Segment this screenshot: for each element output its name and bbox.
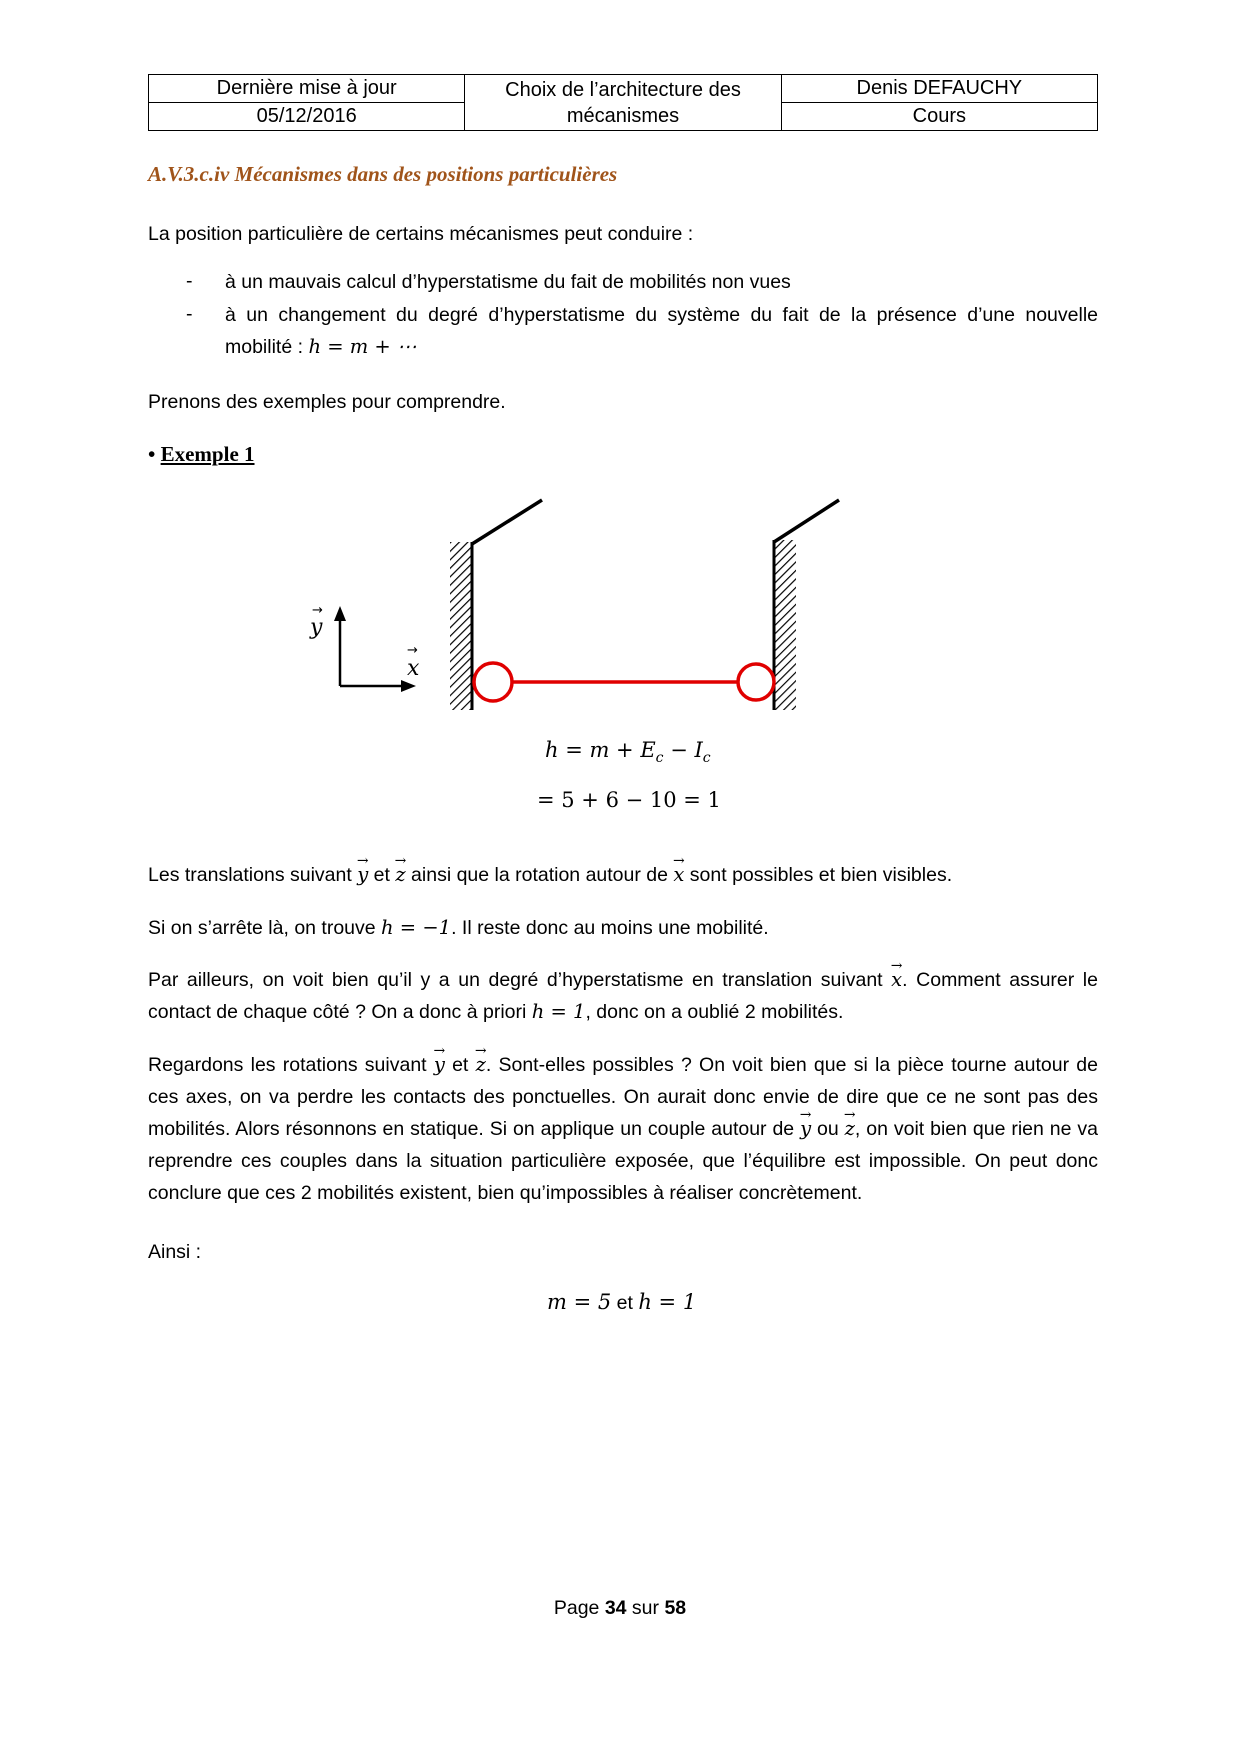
- doc-title: Choix de l’architecture des mécanismes: [465, 75, 781, 131]
- right-contact-circle: [738, 664, 774, 700]
- axis-x-label: x: [407, 656, 420, 681]
- paragraph-5: Ainsi :: [148, 1241, 202, 1263]
- bullet-marker: -: [186, 270, 193, 292]
- left-contact-circle: [474, 663, 512, 701]
- mechanism-figure: [290, 490, 850, 730]
- paragraph-2: Si on s’arrête là, on trouve h = −1. Il reste donc au moins une mobilité.: [148, 916, 769, 939]
- equation-line-2: = 5 + 6 − 10 = 1: [537, 788, 721, 812]
- vector-arrow-icon: →: [407, 643, 418, 658]
- axis-y-label: y: [310, 615, 323, 640]
- example-label: Exemple 1: [160, 442, 255, 466]
- updated-date: 05/12/2016: [149, 103, 465, 131]
- examples-intro: Prenons des exemples pour comprendre.: [148, 391, 506, 413]
- formula-h: h = m + ⋯: [308, 335, 417, 358]
- paragraph-4: Regardons les rotations suivant y → et z →. Sont-elles possibles ? On voit bien que si la pièce tourne autour de ces axes, on va perdre les contacts des ponctuelles. On aurait donc envie de dire que ce ne sont pas des mobilités. Alors résonnons en statique. Si on applique un couple autour de y → ou z →, on voit bien que rien ne va reprendre ces couples dans la situation particulière exposée, que l’équilibre est impossible. On peut donc conclure que ces 2 mobilités existent, bien qu’impossibles à réaliser concrètement.: [148, 1049, 1098, 1209]
- intro-paragraph: La position particulière de certains mécanismes peut conduire :: [148, 223, 694, 245]
- paragraph-3: Par ailleurs, on voit bien qu’il y a un degré d’hyperstatisme en translation suivant x →. Comment assurer le contact de chaque côté ? On a donc à priori h = 1, donc on a oublié 2 mobilités.: [148, 964, 1098, 1028]
- doc-type: Cours: [781, 103, 1097, 131]
- bullet-item-1: à un mauvais calcul d’hyperstatisme du fait de mobilités non vues: [225, 271, 791, 293]
- conclusion-equation: m = 5 et h = 1: [547, 1290, 697, 1314]
- header-table: [148, 74, 1098, 131]
- updated-label: Dernière mise à jour: [149, 75, 465, 103]
- bullet-dot: •: [148, 442, 156, 466]
- section-title: A.V.3.c.iv Mécanismes dans des positions particulières: [148, 162, 618, 186]
- equation-line-1: $h = m + E_c - I_c$: [545, 738, 711, 767]
- paragraph-1: Les translations suivant y → et z → ainsi que la rotation autour de x → sont possibles et bien visibles.: [148, 859, 1098, 891]
- vector-arrow-icon: →: [312, 603, 323, 618]
- example-heading: [148, 442, 255, 467]
- page-footer: Page 34 sur 58: [553, 1597, 687, 1619]
- right-wall: [774, 500, 839, 710]
- author: Denis DEFAUCHY: [781, 75, 1097, 103]
- bullet-item-2: à un changement du degré d’hyperstatisme du système du fait de la présence d’une nouvelle mobilité : h = m + ⋯: [225, 304, 1098, 358]
- left-wall: [450, 500, 542, 710]
- bullet-marker: -: [186, 303, 193, 325]
- red-part: [474, 663, 774, 701]
- axes: [309, 603, 420, 692]
